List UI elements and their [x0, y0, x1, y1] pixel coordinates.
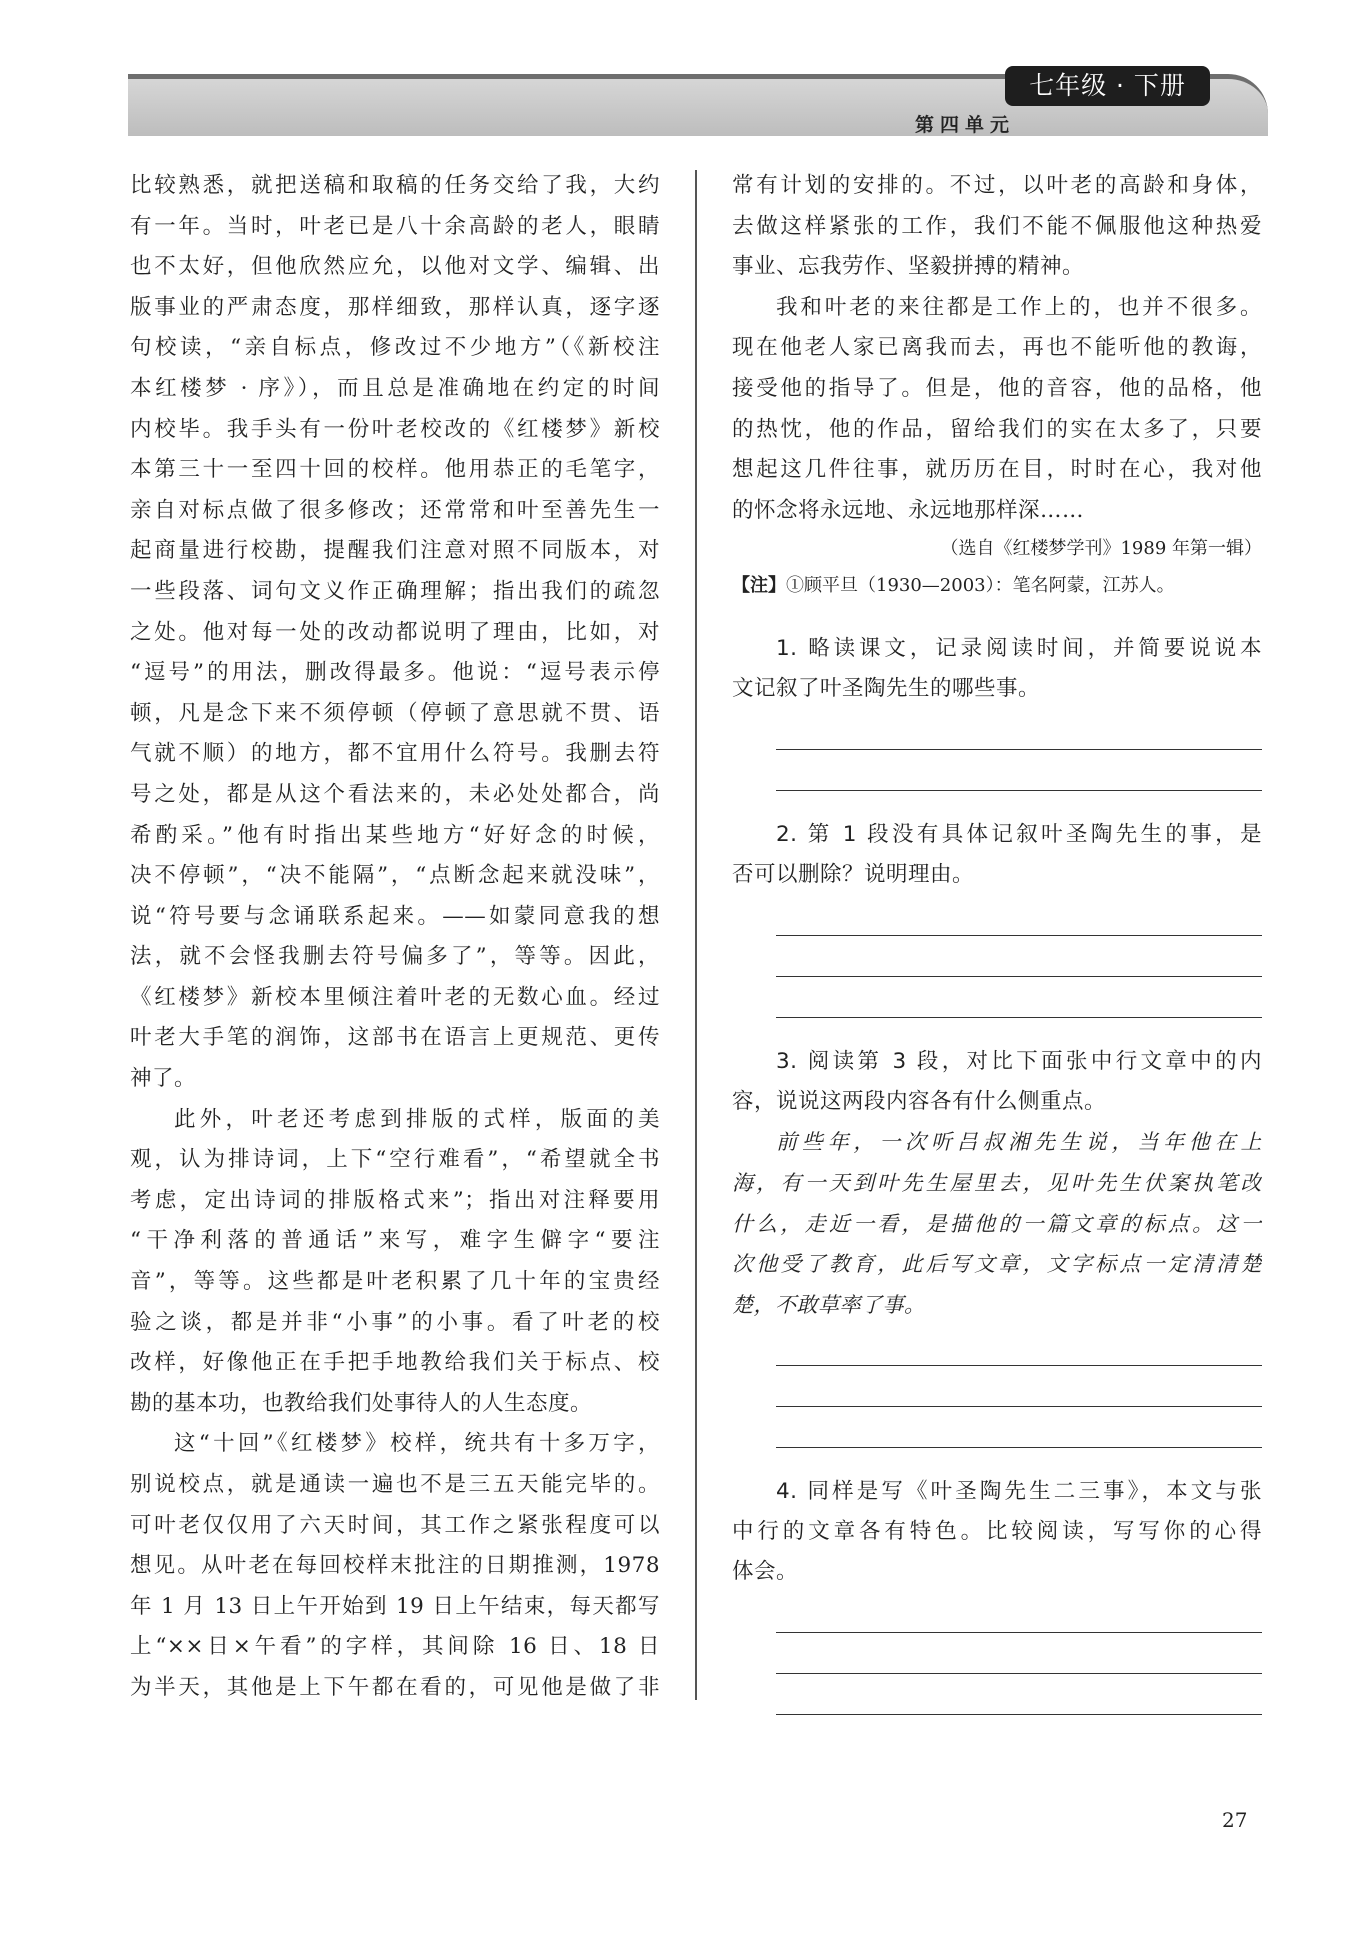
text-line: 神了。 [130, 1066, 197, 1092]
text-line: 这“十回”《红楼梦》校样，统共有十多万字， [174, 1431, 660, 1457]
question-text: 中行的文章各有特色。比较阅读，写写你的心得 [732, 1519, 1262, 1545]
text-line: 的怀念将永远地、永远地那样深…… [732, 497, 1085, 523]
text-line: 决不停顿”，“决不能隔”，“点断念起来就没味”， [130, 863, 660, 889]
question-2 [732, 815, 1262, 1018]
answer-line[interactable] [776, 1592, 1262, 1633]
footnote-label: 【注】 [732, 575, 786, 597]
text-line: 观，认为排诗词，上下“空行难看”，“希望就全书 [130, 1147, 660, 1173]
question-text: 1. 略读课文，记录阅读时间，并简要说说本 [776, 636, 1262, 662]
question-text: 3. 阅读第 3 段，对比下面张中行文章中的内 [776, 1049, 1262, 1075]
text-line: 叶老大手笔的润饰，这部书在语言上更规范、更传 [130, 1025, 660, 1051]
text-line: 想见。从叶老在每回校样末批注的日期推测，1978 [130, 1553, 660, 1579]
quoted-passage-line: 海，有一天到叶先生屋里去，见叶先生伏案执笔改 [732, 1170, 1262, 1195]
text-line: 《红楼梦》新校本里倾注着叶老的无数心血。经过 [130, 984, 660, 1010]
answer-line[interactable] [776, 1325, 1262, 1366]
text-line: 法，就不会怪我删去符号偏多了”，等等。因此， [130, 944, 660, 970]
text-line: 有一年。当时，叶老已是八十余高龄的老人，眼睛 [130, 213, 660, 239]
answer-line[interactable] [776, 709, 1262, 750]
text-line: 一些段落、词句文义作正确理解；指出我们的疏忽 [130, 578, 660, 604]
question-text: 4. 同样是写《叶圣陶先生二三事》，本文与张 [776, 1479, 1262, 1505]
text-line: 本第三十一至四十回的校样。他用恭正的毛笔字， [130, 457, 660, 483]
text-line: 的热忱，他的作品，留给我们的实在太多了，只要 [732, 416, 1262, 442]
text-line: 验之谈，都是并非“小事”的小事。看了叶老的校 [130, 1309, 660, 1335]
quoted-passage-line: 前些年，一次听吕叔湘先生说，当年他在上 [776, 1130, 1262, 1155]
answer-line[interactable] [776, 895, 1262, 936]
text-line: 比较熟悉，就把送稿和取稿的任务交给了我，大约 [130, 173, 660, 198]
question-4 [732, 1472, 1262, 1715]
text-line: 现在他老人家已离我而去，再也不能听他的教诲， [732, 335, 1262, 361]
text-line: 内校毕。我手头有一份叶老校改的《红楼梦》新校 [130, 416, 660, 442]
text-line: 可叶老仅仅用了六天时间，其工作之紧张程度可以 [130, 1512, 660, 1538]
text-line: 考虑，定出诗词的排版格式来”；指出对注释要用 [130, 1187, 660, 1213]
text-line: 我和叶老的来往都是工作上的，也并不很多。 [776, 294, 1262, 320]
text-line: 想起这几件往事，就历历在目，时时在心，我对他 [732, 457, 1262, 483]
answer-line[interactable] [776, 750, 1262, 791]
text-line: 常有计划的安排的。不过，以叶老的高龄和身体， [732, 173, 1262, 198]
unit-label: 第四单元 [914, 114, 1015, 136]
text-line: 上“××日×午看”的字样，其间除 16 日、18 日 [130, 1634, 660, 1660]
grade-tab: 七年级 · 下册 [1005, 66, 1210, 106]
question-3 [732, 1042, 1262, 1448]
question-text: 体会。 [732, 1559, 799, 1585]
right-column [732, 166, 1262, 1715]
source-citation: （选自《红楼梦学刊》1989 年第一辑） [940, 538, 1262, 560]
text-line: 为半天，其他是上下午都在看的，可见他是做了非 [130, 1674, 660, 1700]
footnote-text: ①顾平旦（1930—2003）：笔名阿蒙，江苏人。 [786, 575, 1175, 597]
answer-line[interactable] [776, 1633, 1262, 1674]
question-text: 容，说说这两段内容各有什么侧重点。 [732, 1089, 1107, 1115]
text-line: “逗号”的用法，删改得最多。他说：“逗号表示停 [130, 660, 660, 686]
questions-section [732, 629, 1262, 1715]
answer-line[interactable] [776, 936, 1262, 977]
answer-line[interactable] [776, 1366, 1262, 1407]
text-line: 接受他的指导了。但是，他的音容，他的品格，他 [732, 375, 1262, 401]
text-line: 起商量进行校勘，提醒我们注意对照不同版本，对 [130, 538, 660, 564]
footnote [732, 567, 1262, 605]
page-number: 27 [1222, 1808, 1248, 1832]
question-1 [732, 629, 1262, 791]
text-line: “干净利落的普通话”来写，难字生僻字“要注 [130, 1228, 660, 1254]
quoted-passage-line: 楚，不敢草率了事。 [732, 1292, 926, 1317]
column-divider [695, 170, 697, 1700]
quoted-passage-line: 什么，走近一看，是描他的一篇文章的标点。这一 [732, 1211, 1262, 1236]
text-line: 句校读，“亲自标点，修改过不少地方”（《新校注 [130, 335, 660, 361]
right-column-text [732, 166, 1262, 531]
answer-line[interactable] [776, 1674, 1262, 1715]
text-line: 别说校点，就是通读一遍也不是三五天能完毕的。 [130, 1472, 660, 1497]
text-line: 此外，叶老还考虑到排版的式样，版面的美 [174, 1106, 660, 1132]
answer-line[interactable] [776, 977, 1262, 1018]
text-line: 亲自对标点做了很多修改；还常常和叶至善先生一 [130, 497, 660, 523]
text-line: 之处。他对每一处的改动都说明了理由，比如，对 [130, 619, 660, 645]
text-line: 气就不顺）的地方，都不宜用什么符号。我删去符 [130, 741, 660, 767]
text-line: 去做这样紧张的工作，我们不能不佩服他这种热爱 [732, 213, 1262, 239]
text-line: 版事业的严肃态度，那样细致，那样认真，逐字逐 [130, 294, 660, 320]
left-column [130, 166, 660, 1709]
question-text: 否可以删除？说明理由。 [732, 862, 975, 888]
text-line: 年 1 月 13 日上午开始到 19 日上午结束，每天都写 [130, 1593, 660, 1619]
text-line: 勘的基本功，也教给我们处事待人的人生态度。 [130, 1390, 593, 1416]
text-line: 说“符号要与念诵联系起来。——如蒙同意我的想 [130, 903, 660, 929]
question-text: 2. 第 1 段没有具体记叙叶圣陶先生的事，是 [776, 822, 1262, 848]
text-line: 顿，凡是念下来不须停顿（停顿了意思就不贯、语 [130, 700, 660, 726]
text-line: 音”，等等。这些都是叶老积累了几十年的宝贵经 [130, 1269, 660, 1295]
text-line: 也不太好，但他欣然应允，以他对文学、编辑、出 [130, 254, 660, 280]
question-text: 文记叙了叶圣陶先生的哪些事。 [732, 676, 1041, 702]
answer-line[interactable] [776, 1407, 1262, 1448]
text-line: 改样，好像他正在手把手地教给我们关于标点、校 [130, 1350, 660, 1376]
text-line: 事业、忘我劳作、坚毅拼搏的精神。 [732, 254, 1085, 280]
text-line: 号之处，都是从这个看法来的，未必处处都合，尚 [130, 781, 660, 807]
text-line: 本红楼梦 · 序》），而且总是准确地在约定的时间 [130, 375, 660, 401]
quoted-passage-line: 次他受了教育，此后写文章，文字标点一定清清楚 [732, 1252, 1262, 1277]
text-line: 希酌采。”他有时指出某些地方“好好念的时候， [130, 822, 660, 848]
